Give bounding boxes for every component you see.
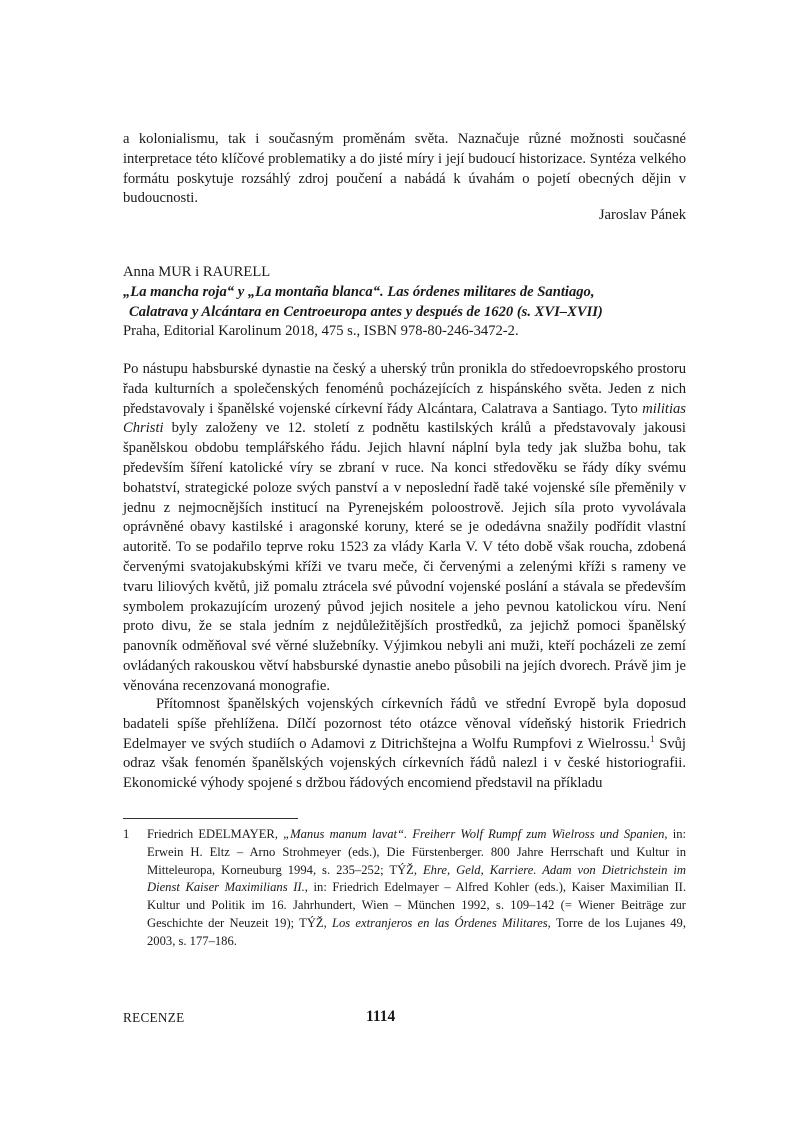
- footnote-number: 1: [123, 827, 130, 841]
- body-text: byly založeny ve 12. století z podnětu kastilských králů a představovaly jakousi španělskou obdobu templářského řádu. Jejich hlavní náplní byla tedy jak služba bohu, tak především šíření katolické víry se zbraní v ruce. Na konci středověku se řády díky svému bohatství, strategické poloze svých panství a v neposlední řadě také vojenské síle přeměnily v jednu z nejmocnějších institucí na Pyrenejském poloostrově. Jejich síla proto vyvolávala oprávněné obavy kastilské i aragonské koruny, které se je odedávna snažily podřídit vlastní autoritě. To se podařilo teprve roku 1523 za vlády Karla V. V této době však roucha, zdobená červenými svatojakubskými kříži ve tvaru meče, či červenými a zelenými kříži s rameny ve tvaru liliových květů, již pomalu ztrácela své původní vojenské poslání a stávala se především symbolem prokazujícím urozený původ jejich nositele a jeho pevnou katolickou víru. Není proto divu, že se stala jedním z nejdůležitějších prostředků, za jejichž pomoci španělský panovník odměňoval své věrné služebníky. Výjimkou nebyli ani muži, kteří pocházeli ze zemí ovládaných rakouskou větví habsburské dynastie anebo působili na jejích dvorech. Právě jim je věnována recenzovaná monografie.: [123, 420, 686, 694]
- footnote-part: Torre de los Lujanes 49, 2003, s. 177–186.: [147, 915, 686, 948]
- reviewer-signature: Jaroslav Pánek: [598, 207, 686, 223]
- body-paragraph-2: [123, 695, 686, 794]
- body-paragraph-1: [123, 360, 686, 697]
- footnote-part: Friedrich EDELMAYER,: [147, 827, 284, 841]
- body-italic: militias Christi: [123, 400, 686, 437]
- footer-section-label: RECENZE: [123, 1010, 185, 1025]
- body-text: Přítomnost španělských vojenských církevních řádů ve střední Evropě byla doposud badateli spíše přehlížena. Dílčí pozornost této otázce věnoval vídeňský historik Friedrich Edelmayer ve svých studiích o Adamovi z Ditrichštejna a Wolfu Rumpfovi z Wielrossu.: [123, 696, 686, 752]
- book-title-line-1: „La mancha roja“ y „La montaña blanca“. Las órdenes militares de Santiago,: [123, 283, 595, 300]
- footnote-italic: Los extranjeros en las Órdenes Militares,: [331, 915, 551, 930]
- footnote-divider: [123, 818, 298, 819]
- body-text: Po nástupu habsburské dynastie na český a uherský trůn pronikla do středoevropského prostoru řada kulturních a společenských fenoménů pocházejících z hispánského světa. Jeden z nich představovaly i španělské vojenské církevní řády Alcántara, Calatrava a Santiago. Tyto: [123, 361, 686, 417]
- footnote-text: [147, 826, 686, 951]
- footnote-reference: 1: [649, 733, 655, 744]
- book-publication: Praha, Editorial Karolinum 2018, 475 s., ISBN 978-80-246-3472-2.: [123, 323, 519, 340]
- lead-paragraph: a kolonialismu, tak i současným proměnám světa. Naznačuje různé možnosti současné interpretace této klíčové problematiky a do jisté míry i její budoucí historizace. Syntéza velkého formátu poskytuje rozsáhlý zdroj poučení a nabádá k úvahám o pojetí obecných dějin v budoucnosti.: [123, 131, 686, 207]
- footnote-part: , in: Erwein H. Eltz – Arno Strohmeyer (eds.), Die Fürstenberger. 800 Jahre Herrschaft und Kultur in Mitteleuropa, Korneuburg 1994, s. 235–252; TÝŽ,: [147, 827, 686, 877]
- footnote-italic: „Manus manum lavat“. Freiherr Wolf Rumpf zum Wielross und Spanien: [283, 827, 665, 841]
- review-bibliography: [123, 263, 688, 342]
- footnote-part: in: Friedrich Edelmayer – Alfred Kohler (eds.), Kaiser Maximilian II. Kultur und Politik im 16. Jahrhundert, Wien – München 1992, s. 109–142 (= Wiener Beiträge zur Geschichte der Neuzeit 19); TÝŽ,: [147, 880, 686, 930]
- book-title-line-2: Calatrava y Alcántara en Centroeuropa antes y después de 1620 (s. XVI–XVII): [129, 303, 603, 320]
- body-text: Svůj odraz však fenomén španělských vojenských církevních řádů nalezl i v české historiografii. Ekonomické výhody spojené s držbou řádových encomiend představil na příkladu: [123, 735, 686, 792]
- footnote-italic: Ehre, Geld, Karriere. Adam von Dietrichstein im Dienst Kaiser Maximilians II.,: [147, 862, 687, 895]
- page-number: 1114: [366, 1008, 396, 1025]
- book-author: Anna MUR i RAURELL: [123, 264, 271, 280]
